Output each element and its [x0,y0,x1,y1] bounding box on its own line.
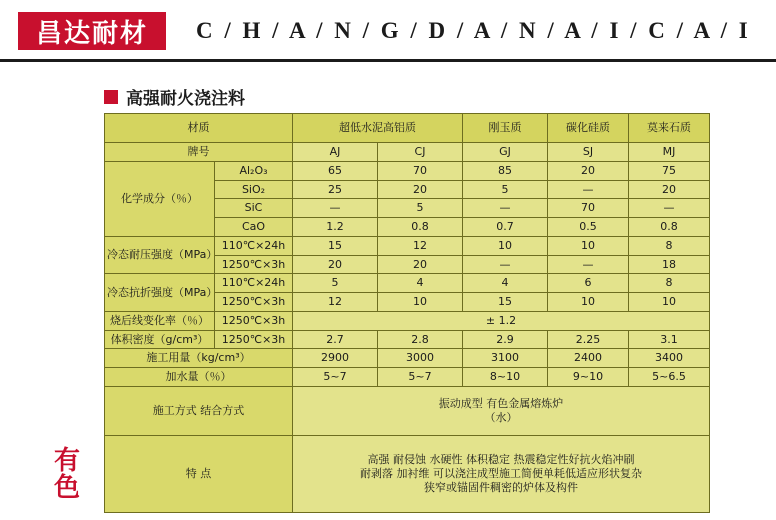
row-label: 施工用量（kg/cm³） [105,349,293,368]
row-label: 烧后线变化率（％） [105,311,215,330]
row-label: 冷态耐压强度（MPa） [105,236,215,274]
cell: 2900 [293,349,378,368]
square-bullet-icon [104,90,118,104]
cell: 0.5 [548,218,629,237]
cell: 2.25 [548,330,629,349]
cell: 8 [629,236,710,255]
cell: 70 [548,199,629,218]
cell: — [293,199,378,218]
section-title: 高强耐火浇注料 [126,89,245,109]
spec-table [104,113,710,513]
cell: 5~7 [378,368,463,387]
method-line-2: （水） [484,410,518,424]
row-sublabel: CaO [215,218,293,237]
row-sublabel: 1250℃×3h [215,293,293,312]
row-sublabel: SiO₂ [215,180,293,199]
table-row-method [105,386,710,435]
table-row [105,236,710,255]
row-label: 施工方式 结合方式 [105,386,293,435]
table-row [105,349,710,368]
table-row [105,330,710,349]
cell: 9~10 [548,368,629,387]
feature-line-2: 耐剥落 加衬维 可以浇注成型施工简便单耗低适应形状复杂 [360,466,642,480]
cell: — [629,199,710,218]
row-label: 牌号 [105,143,293,162]
method-cell [293,386,710,435]
cell: 2.8 [378,330,463,349]
cell: 8 [629,274,710,293]
row-label: 冷态抗折强度（MPa） [105,274,215,312]
column-header: 刚玉质 [463,114,548,143]
footer-vertical-word [50,448,84,503]
feature-line-1: 高强 耐侵蚀 水硬性 体积稳定 热震稳定性好抗火焰冲刷 [367,453,635,467]
table-row [105,311,710,330]
cell: — [463,255,548,274]
cell: 3000 [378,349,463,368]
cell: 20 [378,180,463,199]
row-label: 化学成分（％） [105,161,215,236]
table-header-row [105,114,710,143]
cell: 0.8 [629,218,710,237]
row-sublabel: 110℃×24h [215,236,293,255]
cell: SJ [548,143,629,162]
footer-char-2: 色 [53,473,80,504]
table-row [105,143,710,162]
cell: 5 [378,199,463,218]
cell: 0.8 [378,218,463,237]
cell: ± 1.2 [293,311,710,330]
cell: 6 [548,274,629,293]
company-logo [18,12,166,50]
logo-text: 昌达耐材 [35,18,148,49]
cell: 20 [548,161,629,180]
column-header: 莫来石质 [629,114,710,143]
cell: — [548,180,629,199]
cell: MJ [629,143,710,162]
cell: 2.9 [463,330,548,349]
footer-char-1: 有 [53,446,80,476]
cell: 20 [378,255,463,274]
cell: 10 [629,293,710,312]
cell: 3.1 [629,330,710,349]
cell: 0.7 [463,218,548,237]
row-sublabel: SiC [215,199,293,218]
cell: 10 [548,236,629,255]
column-header: 材质 [105,114,293,143]
row-sublabel: Al₂O₃ [215,161,293,180]
cell: 8~10 [463,368,548,387]
row-sublabel: 1250℃×3h [215,255,293,274]
cell: AJ [293,143,378,162]
feature-cell [293,435,710,512]
cell: 65 [293,161,378,180]
cell: — [548,255,629,274]
cell: 20 [293,255,378,274]
cell: 15 [463,293,548,312]
cell: 15 [293,236,378,255]
cell: 25 [293,180,378,199]
cell: 10 [548,293,629,312]
cell: 70 [378,161,463,180]
row-sublabel: 110℃×24h [215,274,293,293]
cell: 2.7 [293,330,378,349]
cell: — [463,199,548,218]
cell: 5~6.5 [629,368,710,387]
cell: 10 [378,293,463,312]
brand-latin-text: C / H / A / N / G / D / A / N / A / I / C / A / I [196,18,751,43]
cell: 5 [463,180,548,199]
cell: 18 [629,255,710,274]
cell: 3400 [629,349,710,368]
cell: 12 [378,236,463,255]
row-label: 加水量（％） [105,368,293,387]
row-sublabel: 1250℃×3h [215,311,293,330]
row-label: 特 点 [105,435,293,512]
cell: 10 [463,236,548,255]
cell: 5~7 [293,368,378,387]
cell: 5 [293,274,378,293]
row-label: 体积密度（g/cm³） [105,330,215,349]
row-sublabel: 1250℃×3h [215,330,293,349]
cell: 3100 [463,349,548,368]
cell: 1.2 [293,218,378,237]
cell: 20 [629,180,710,199]
table-row [105,368,710,387]
cell: 4 [463,274,548,293]
cell: GJ [463,143,548,162]
header-bar [0,0,776,62]
table-row [105,274,710,293]
section-heading [104,84,245,109]
feature-line-3: 狭窄或锚固件稠密的炉体及构件 [424,480,578,494]
table-row-features [105,435,710,512]
column-header: 超低水泥高铝质 [293,114,463,143]
method-line-1: 振动成型 有色金属熔炼炉 [438,397,564,410]
cell: 85 [463,161,548,180]
column-header: 碳化硅质 [548,114,629,143]
cell: 2400 [548,349,629,368]
cell: 12 [293,293,378,312]
cell: CJ [378,143,463,162]
cell: 75 [629,161,710,180]
cell: 4 [378,274,463,293]
spec-table-wrapper [104,113,709,513]
table-row [105,161,710,180]
